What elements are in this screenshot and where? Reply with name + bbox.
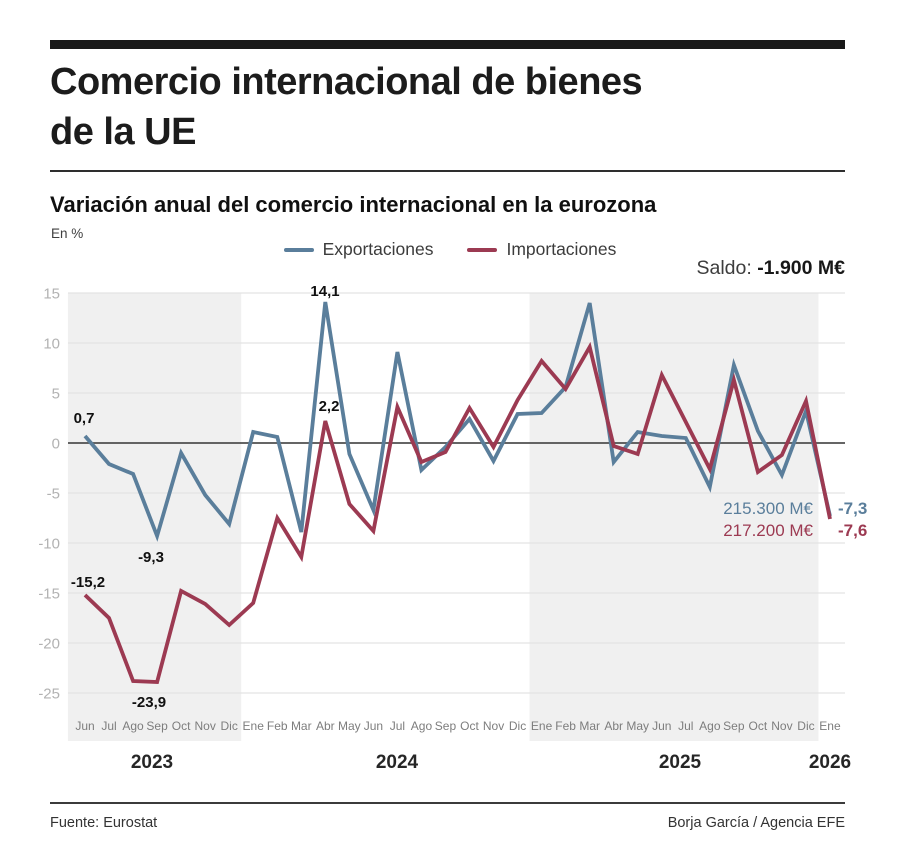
end-label--7,6: -7,6 [838, 521, 868, 540]
x-tick-label: Feb [266, 719, 288, 733]
x-tick-label: May [626, 719, 650, 733]
x-tick-label: Nov [771, 719, 793, 733]
x-tick-label: Ago [410, 719, 433, 733]
x-tick-label: Nov [194, 719, 216, 733]
end-label-215.300 M€: 215.300 M€ [723, 499, 813, 518]
y-tick-label: 0 [51, 435, 60, 453]
x-tick-label: Ene [242, 719, 264, 733]
footer-divider [50, 802, 845, 804]
chart [0, 280, 900, 780]
import-line-swatch [467, 248, 497, 252]
end-label--7,3: -7,3 [838, 499, 868, 518]
balance-readout [696, 257, 845, 280]
x-tick-label: Mar [290, 719, 312, 733]
page-title [50, 57, 850, 157]
x-tick-label: Ene [530, 719, 553, 733]
top-bar [50, 40, 845, 49]
unit-label: En % [51, 226, 84, 241]
x-tick-label: Mar [579, 719, 601, 733]
balance-value: -1.900 M€ [757, 257, 845, 279]
x-tick-label: Oct [748, 719, 768, 733]
data-label-0,7: 0,7 [73, 410, 95, 427]
x-tick-label: Dic [220, 719, 238, 733]
data-label-14,1: 14,1 [310, 283, 340, 300]
x-tick-label: Jun [363, 719, 384, 733]
data-label-2,2: 2,2 [318, 398, 340, 415]
x-tick-label: Sep [723, 719, 745, 733]
x-tick-label: Ene [819, 719, 841, 733]
x-tick-label: Jul [389, 719, 406, 733]
x-tick-label: Ago [699, 719, 721, 733]
data-label--15,2: -15,2 [70, 574, 106, 591]
y-tick-label: -25 [38, 685, 60, 703]
export-line-swatch [284, 248, 314, 252]
end-label-217.200 M€: 217.200 M€ [723, 521, 813, 540]
page-title-line2: de la UE [50, 111, 196, 153]
year-label-2024: 2024 [375, 752, 419, 773]
data-label--23,9: -23,9 [131, 694, 167, 711]
x-tick-label: Abr [315, 719, 335, 733]
x-tick-label: Dic [797, 719, 815, 733]
title-divider [50, 170, 845, 172]
chart-subtitle: Variación anual del comercio internacional en la eurozona [50, 192, 657, 217]
legend-item-exportaciones [284, 239, 434, 260]
x-tick-label: Sep [434, 719, 457, 733]
year-band-2023 [68, 293, 241, 741]
x-tick-label: Ago [122, 719, 144, 733]
y-tick-label: -5 [46, 485, 60, 503]
x-tick-label: Feb [555, 719, 576, 733]
x-tick-label: Sep [146, 719, 168, 733]
y-tick-label: 5 [51, 385, 60, 403]
y-tick-label: -15 [38, 585, 60, 603]
legend-label-importaciones: Importaciones [506, 239, 617, 259]
x-tick-label: Abr [604, 719, 624, 733]
x-tick-label: Oct [171, 719, 191, 733]
y-tick-label: -10 [38, 535, 60, 553]
x-tick-label: May [338, 719, 361, 733]
year-label-2026: 2026 [808, 752, 852, 773]
data-label--9,3: -9,3 [138, 549, 164, 566]
year-label-2025: 2025 [658, 752, 702, 773]
source-credit: Fuente: Eurostat [50, 815, 158, 831]
year-label-2023: 2023 [130, 752, 174, 773]
x-tick-label: Jun [652, 719, 672, 733]
y-tick-label: -20 [38, 635, 60, 653]
x-tick-label: Oct [460, 719, 479, 733]
x-tick-label: Jul [678, 719, 694, 733]
x-tick-label: Jun [75, 719, 95, 733]
page-title-line1: Comercio internacional de bienes [50, 61, 643, 103]
x-tick-label: Jul [101, 719, 117, 733]
x-tick-label: Dic [508, 719, 527, 733]
legend-label-exportaciones: Exportaciones [322, 239, 434, 259]
y-tick-label: 10 [43, 335, 60, 353]
balance-label: Saldo: [696, 257, 752, 279]
legend-item-importaciones [467, 239, 616, 260]
x-tick-label: Nov [482, 719, 505, 733]
y-tick-label: 15 [43, 285, 60, 303]
author-credit: Borja García / Agencia EFE [667, 815, 845, 831]
